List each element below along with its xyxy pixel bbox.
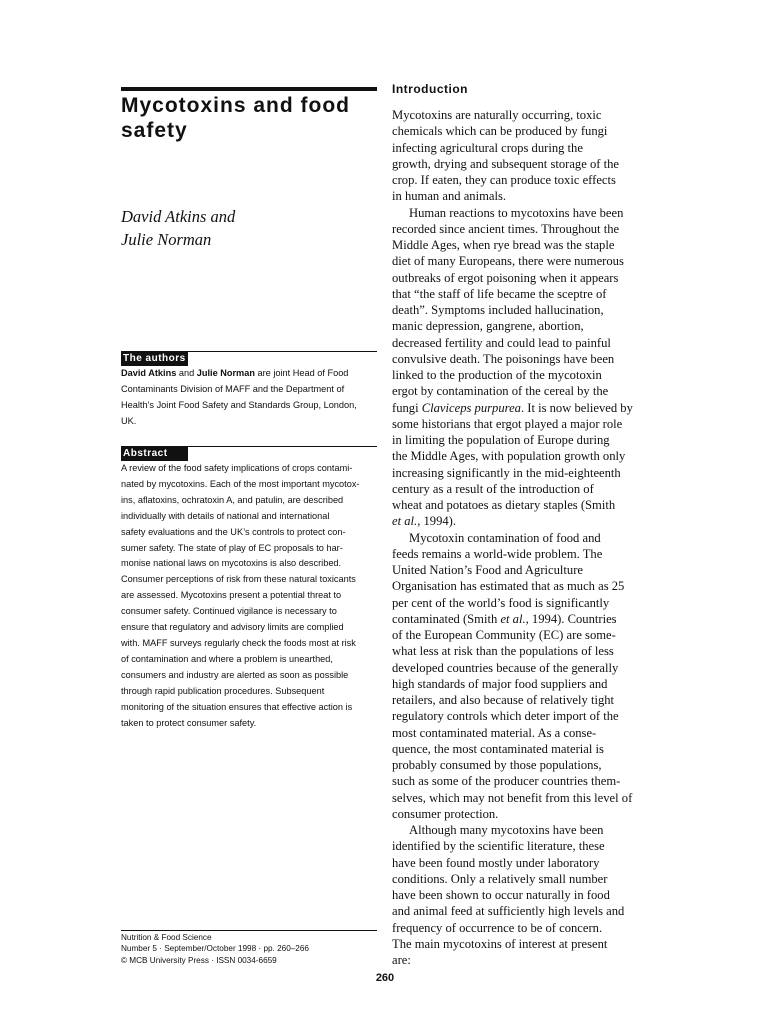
body-line: selves, which may not benefit from this level of xyxy=(392,790,633,805)
title-line: Mycotoxins and food xyxy=(121,94,350,117)
text-run: contaminated (Smith xyxy=(392,611,501,626)
bio-line: Contaminants Division of MAFF and the Department of xyxy=(121,383,345,394)
body-line xyxy=(392,611,662,627)
abstract-line: monitoring of the situation ensures that effective action is xyxy=(121,701,353,712)
author-name-2: Julie Norman xyxy=(196,368,255,378)
body-line: crop. If eaten, they can produce toxic effects xyxy=(392,173,616,187)
citation-etal: et al. xyxy=(392,514,418,529)
bio-line xyxy=(121,366,377,382)
body-line: retailers, and also because of relatively tight xyxy=(392,693,615,707)
body-line xyxy=(392,400,662,416)
author-name-1: David Atkins xyxy=(121,368,177,378)
body-line xyxy=(392,513,662,529)
abstract-line: of contamination and where a problem is unearthed, xyxy=(121,653,333,664)
body-line: ergot by contamination of the cereal by the xyxy=(392,384,609,399)
author-line: Julie Norman xyxy=(121,230,212,249)
abstract-line: consumer safety. Continued vigilance is necessary to xyxy=(121,606,337,617)
body-line: death”. Symptoms included hallucination, xyxy=(392,303,604,317)
body-line: recorded since ancient times. Throughout the xyxy=(392,221,620,236)
abstract-section-label: Abstract xyxy=(121,446,188,461)
abstract-text xyxy=(121,461,377,731)
body-line: consumer protection. xyxy=(392,806,499,821)
body-line: the Middle Ages, with population growth only xyxy=(392,449,626,464)
page-number: 260 xyxy=(375,972,395,984)
body-line: regulatory controls which deter import of the xyxy=(392,709,619,724)
body-line: manic depression, gangrene, abortion, xyxy=(392,319,584,334)
body-line: are: xyxy=(392,953,411,967)
bio-text: are joint Head of Food xyxy=(254,368,349,378)
authors-section-header xyxy=(121,351,377,366)
abstract-line: Consumer perceptions of risk from these natural toxicants xyxy=(121,574,356,585)
abstract-line: ensure that regulatory and advisory limits are complied xyxy=(121,622,344,633)
body-line: conditions. Only a relatively small number xyxy=(392,871,608,886)
body-line: in human and animals. xyxy=(392,189,507,204)
abstract-line: are assessed. Mycotoxins present a potential threat to xyxy=(121,590,342,601)
body-line: Middle Ages, when rye bread was the staple xyxy=(392,238,615,252)
authors-bio xyxy=(121,366,377,430)
body-line: of the European Community (EC) are some- xyxy=(392,628,616,642)
body-line: linked to the production of the mycotoxin xyxy=(392,368,602,382)
body-line: infecting agricultural crops during the xyxy=(392,140,583,155)
body-line: The main mycotoxins of interest at present xyxy=(392,936,608,951)
author-names xyxy=(121,205,377,251)
title-rule xyxy=(121,87,377,91)
body-line: frequency of occurrence to be of concern. xyxy=(392,920,603,935)
title-line: safety xyxy=(121,119,188,142)
bio-line: UK. xyxy=(121,415,137,426)
text-run: , 1994). Countries xyxy=(525,611,617,626)
footer-line: Number 5 · September/October 1998 · pp. 260–266 xyxy=(121,944,309,954)
body-line: such as some of the producer countries them- xyxy=(392,774,621,789)
authors-section-label: The authors xyxy=(121,351,188,366)
body-line: feeds remains a world-wide problem. The xyxy=(392,546,603,561)
bio-line: Health’s Joint Food Safety and Standards Group, London, xyxy=(121,399,357,410)
abstract-line: monise national laws on mycotoxins is also described. xyxy=(121,558,342,569)
journal-footer xyxy=(121,932,377,966)
body-line: convulsive death. The poisonings have been xyxy=(392,351,615,366)
body-line: Mycotoxins are naturally occurring, toxic xyxy=(392,108,602,122)
abstract-line: nated by mycotoxins. Each of the most important mycotox- xyxy=(121,478,360,489)
species-name: Claviceps purpurea xyxy=(421,400,521,415)
abstract-line: through rapid publication procedures. Subsequent xyxy=(121,685,325,696)
body-line: Human reactions to mycotoxins have been xyxy=(409,205,624,220)
abstract-line: individually with details of national and international xyxy=(121,510,330,521)
abstract-line: sumer safety. The state of play of EC proposals to har- xyxy=(121,542,343,553)
body-line: some historians that ergot played a major role xyxy=(392,416,623,431)
body-line: United Nation’s Food and Agriculture xyxy=(392,563,583,577)
author-line: David Atkins and xyxy=(121,207,236,226)
abstract-line: consumers and industry are alerted as soon as possible xyxy=(121,669,349,680)
introduction-heading: Introduction xyxy=(392,82,468,96)
text-run: . It is now believed by xyxy=(520,400,633,415)
footer-line: © MCB University Press · ISSN 0034-6659 xyxy=(121,955,277,965)
body-line: decreased fertility and could lead to painful xyxy=(392,335,611,350)
footer-rule xyxy=(121,930,377,931)
body-line: most contaminated material. As a conse- xyxy=(392,725,597,740)
citation-etal: et al. xyxy=(500,611,526,626)
body-line: in limiting the population of Europe during xyxy=(392,433,610,447)
abstract-section-header xyxy=(121,446,377,461)
body-line: per cent of the world’s food is significantly xyxy=(392,595,610,610)
body-line: Although many mycotoxins have been xyxy=(409,823,604,837)
body-line: high standards of major food suppliers and xyxy=(392,676,608,691)
text-run: , 1994). xyxy=(417,514,457,529)
text-run: fungi xyxy=(392,400,422,415)
abstract-line: ins, aflatoxins, ochratoxin A, and patulin, are described xyxy=(121,494,344,505)
body-line: outbreaks of ergot poisoning when it appears xyxy=(392,270,619,285)
body-line: wheat and potatoes as dietary staples (Smith xyxy=(392,498,616,512)
abstract-line: safety evaluations and the UK’s controls to protect con- xyxy=(121,526,346,537)
body-line: Organisation has estimated that as much as 25 xyxy=(392,579,625,594)
body-line: developed countries because of the generally xyxy=(392,660,619,675)
body-line: have been shown to occur naturally in food xyxy=(392,888,610,902)
body-line: increasing significantly in the mid-eighteenth xyxy=(392,465,621,480)
body-line: probably consumed by those populations, xyxy=(392,758,602,772)
abstract-line: with. MAFF surveys regularly check the foods most at risk xyxy=(121,637,356,648)
body-line: chemicals which can be produced by fungi xyxy=(392,124,608,139)
body-line: identified by the scientific literature, these xyxy=(392,839,605,854)
abstract-line: taken to protect consumer safety. xyxy=(121,717,257,728)
footer-line: Nutrition & Food Science xyxy=(121,933,212,942)
body-line: what less at risk than the populations of less xyxy=(392,644,614,659)
body-line: quence, the most contaminated material is xyxy=(392,741,604,756)
body-line: growth, drying and subsequent storage of the xyxy=(392,156,619,171)
body-line: and animal feed at sufficiently high levels and xyxy=(392,904,625,919)
body-line: century as a result of the introduction of xyxy=(392,481,594,496)
body-line: have been found mostly under laboratory xyxy=(392,855,600,870)
body-line: diet of many Europeans, there were numerous xyxy=(392,254,624,269)
introduction-body xyxy=(392,107,662,968)
body-line: Mycotoxin contamination of food and xyxy=(409,530,601,545)
article-title xyxy=(121,93,377,143)
and-word: and xyxy=(176,368,197,378)
body-line: that “the staff of life became the sceptre of xyxy=(392,286,607,301)
abstract-line: A review of the food safety implications of crops contami- xyxy=(121,463,353,473)
